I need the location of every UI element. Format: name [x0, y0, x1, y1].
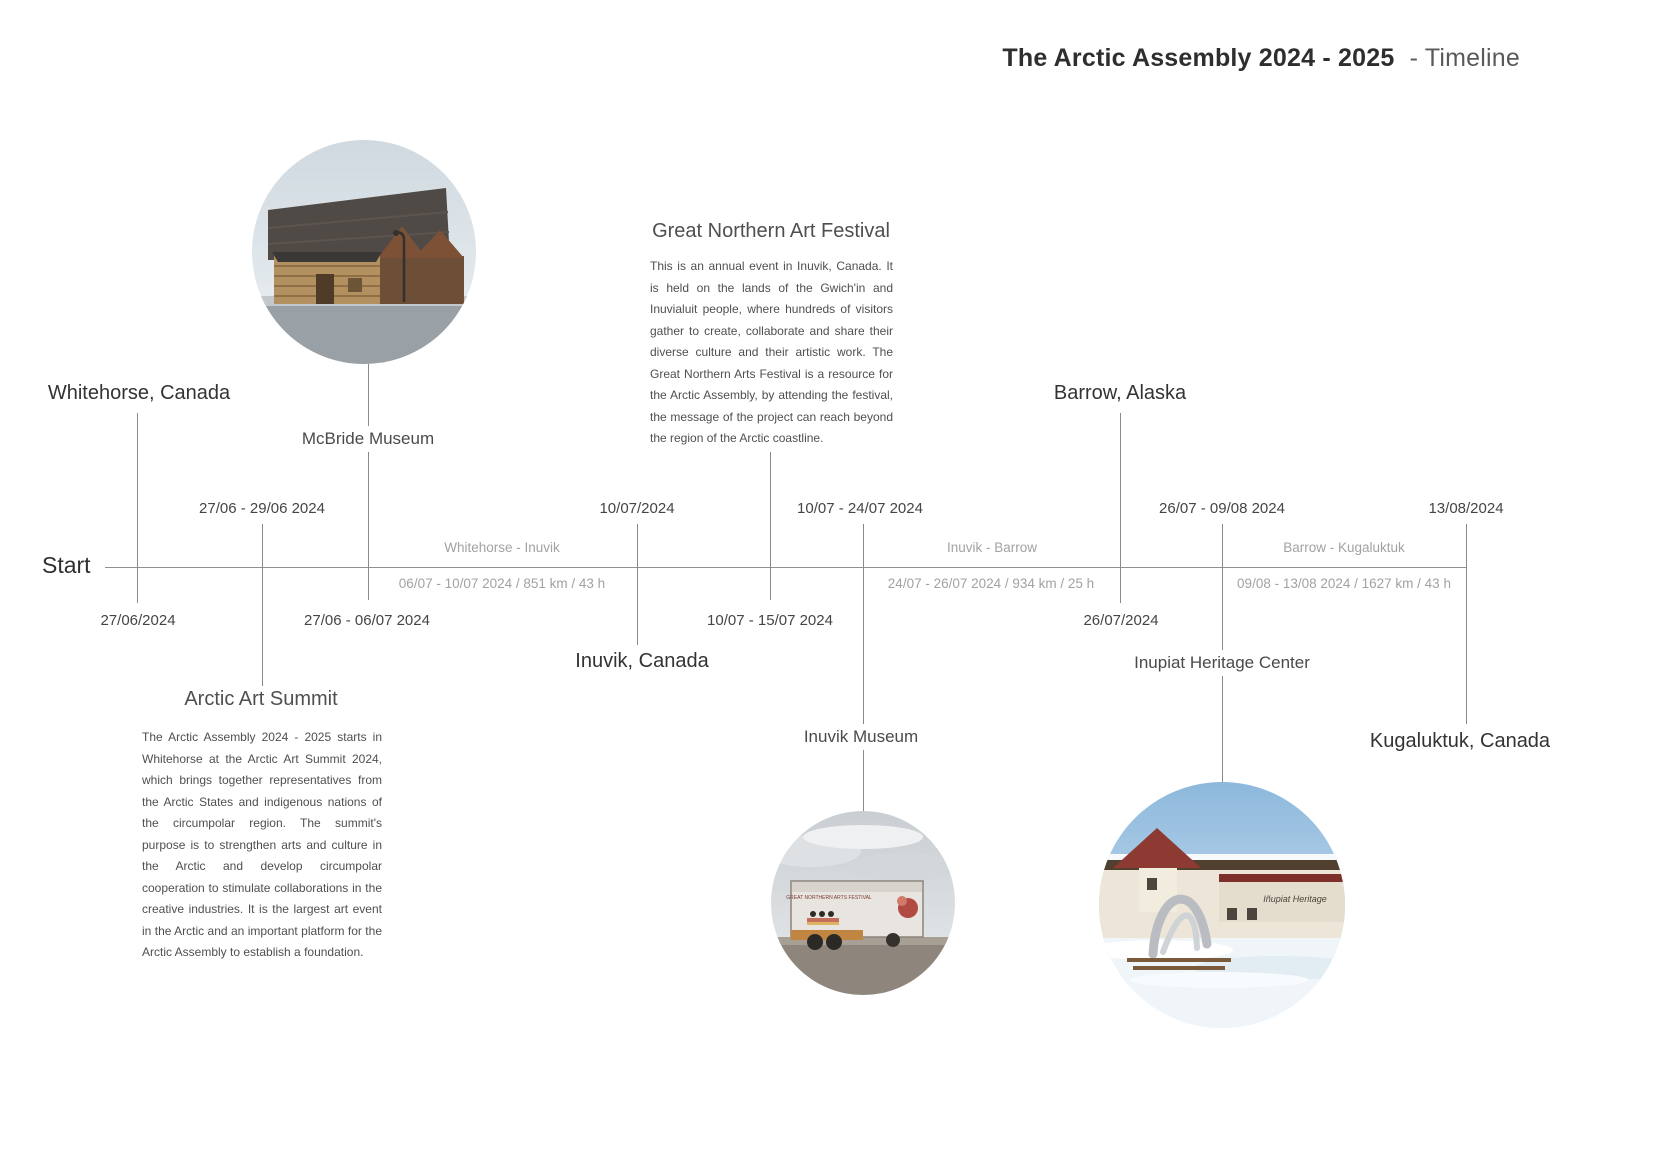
kugaluktuk-tick: [1466, 524, 1467, 724]
segment-whitehorse-inuvik-route: Whitehorse - Inuvik: [444, 540, 560, 555]
barrow-tick: [1120, 413, 1121, 603]
segment-barrow-kugaluktuk-route: Barrow - Kugaluktuk: [1283, 540, 1405, 555]
trailer-sign-text: GREAT NORTHERN ARTS FESTIVAL: [786, 895, 872, 901]
whitehorse-date: 27/06/2024: [100, 612, 176, 629]
mcbride-museum-tick: [368, 362, 369, 600]
segment-inuvik-barrow-route: Inuvik - Barrow: [946, 540, 1038, 555]
great-northern-art-festival-description: This is an annual event in Inuvik, Canada. It is held on the lands of the Gwich'in and Inuvialuit people, where hundreds of visitors gather to create, collaborate and share their diverse culture and their artistic work. The Great Northern Arts Festival is a resource for the Arctic Assembly, by attending the festival, the message of the project can reach beyond the region of the Arctic coastline.: [650, 259, 893, 445]
page-title: [1002, 44, 1520, 73]
inuvik-museum-illustration: [771, 811, 955, 995]
heritage-sign-text: Iñupiat Heritage: [1263, 894, 1327, 904]
timeline-axis: [105, 567, 1466, 568]
whitehorse-label: Whitehorse, Canada: [47, 382, 231, 404]
inuvik-label: Inuvik, Canada: [575, 650, 709, 672]
inupiat-heritage-center-photo: [1099, 782, 1345, 1028]
arctic-art-summit-title: Arctic Art Summit: [184, 688, 338, 710]
great-northern-art-festival-tick: [770, 452, 771, 600]
great-northern-art-festival-title: Great Northern Art Festival: [652, 220, 890, 242]
inuvik-museum-label: Inuvik Museum: [797, 724, 925, 750]
mcbride-museum-photo: [252, 140, 476, 364]
inuvik-arrival-date: 10/07/2024: [599, 500, 675, 517]
inuvik-arrival-tick: [637, 524, 638, 645]
page-title-main: The Arctic Assembly 2024 - 2025: [1002, 44, 1395, 72]
arctic-art-summit-tick: [262, 524, 263, 686]
timeline-start-label: Start: [42, 552, 91, 578]
kugaluktuk-label: Kugaluktuk, Canada: [1369, 730, 1551, 752]
great-northern-art-festival-date: 10/07 - 15/07 2024: [707, 612, 833, 629]
inupiat-heritage-center-illustration: [1099, 782, 1345, 1028]
kugaluktuk-date: 13/08/2024: [1428, 500, 1504, 517]
segment-barrow-kugaluktuk-details: 09/08 - 13/08 2024 / 1627 km / 43 h: [1237, 576, 1451, 591]
inuvik-museum-tick: [863, 524, 864, 812]
arctic-art-summit-description: The Arctic Assembly 2024 - 2025 starts in Whitehorse at the Arctic Art Summit 2024, which brings together representatives from the Arctic States and indigenous nations of the circumpolar region. The summit's purpose is to strengthen arts and culture in the Arctic and develop circumpolar cooperation to stimulate collaborations in the creative industries. It is the largest art event in the Arctic and an important platform for the Arctic Assembly to establish a foundation.: [142, 730, 382, 959]
mcbride-museum-date: 27/06 - 06/07 2024: [304, 612, 430, 629]
segment-inuvik-barrow-details: 24/07 - 26/07 2024 / 934 km / 25 h: [887, 576, 1095, 591]
mcbride-museum-label: McBride Museum: [295, 426, 441, 452]
inupiat-heritage-center-label: Inupiat Heritage Center: [1127, 650, 1317, 676]
segment-whitehorse-inuvik-details: 06/07 - 10/07 2024 / 851 km / 43 h: [398, 576, 606, 591]
page-title-suffix: - Timeline: [1409, 44, 1520, 72]
barrow-date: 26/07/2024: [1083, 612, 1159, 629]
mcbride-museum-illustration: [252, 140, 476, 364]
inupiat-heritage-center-date: 26/07 - 09/08 2024: [1159, 500, 1285, 517]
arctic-art-summit-date: 27/06 - 29/06 2024: [199, 500, 325, 517]
inuvik-museum-date: 10/07 - 24/07 2024: [797, 500, 923, 517]
barrow-label: Barrow, Alaska: [1053, 382, 1187, 404]
whitehorse-tick: [137, 413, 138, 603]
inuvik-museum-photo: [771, 811, 955, 995]
